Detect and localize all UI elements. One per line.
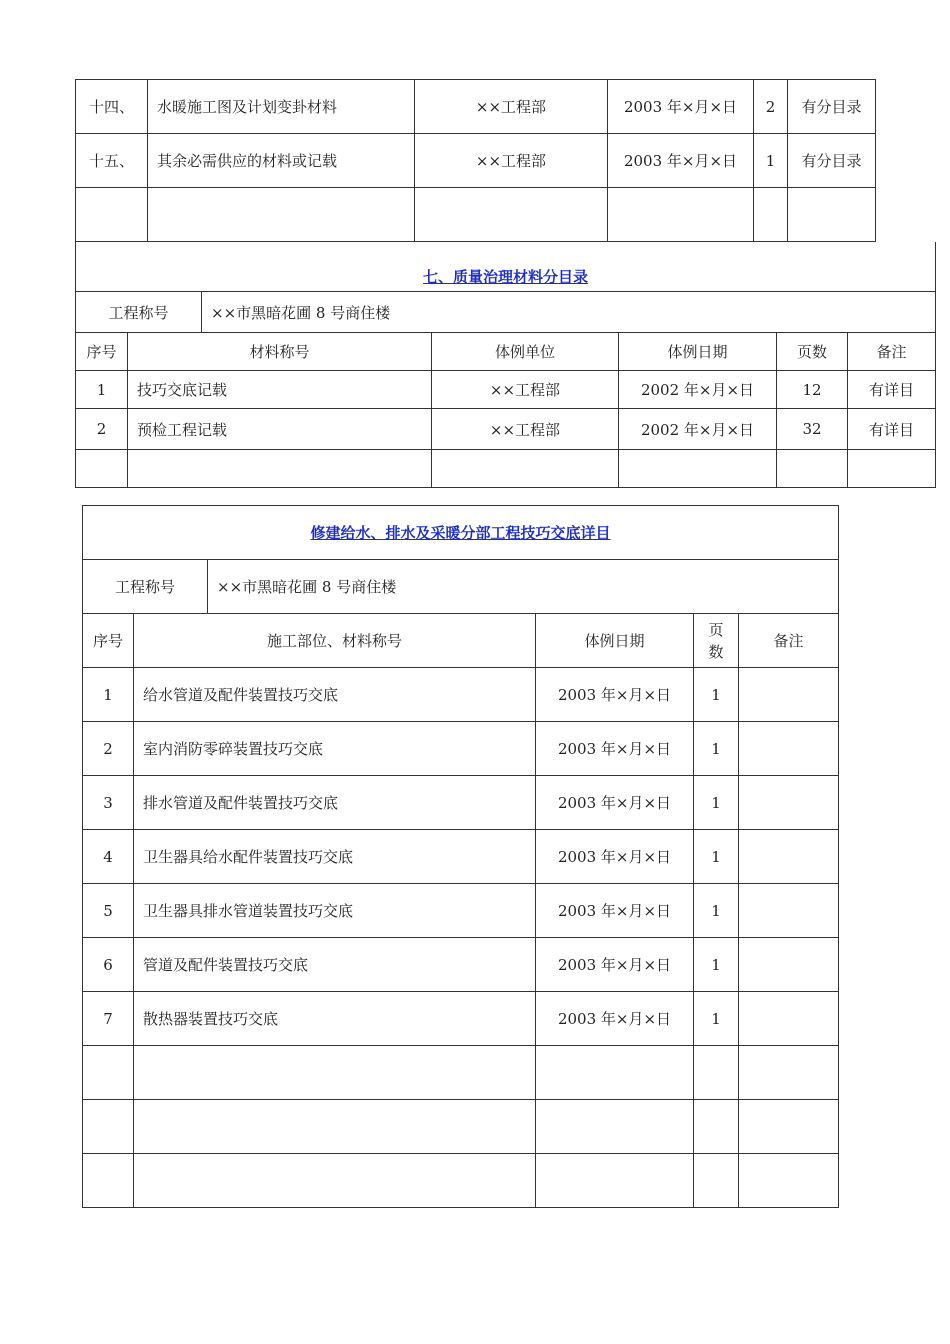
header-date: 体例日期 bbox=[619, 333, 777, 371]
compiling-date: 2003 年×月×日 bbox=[536, 830, 694, 884]
page-count: 32 bbox=[777, 409, 848, 450]
header-pages: 页 数 bbox=[694, 614, 739, 668]
compiling-unit: ××工程部 bbox=[415, 80, 608, 134]
remark bbox=[739, 722, 839, 776]
page-count: 12 bbox=[777, 371, 848, 409]
compiling-date: 2003 年×月×日 bbox=[608, 134, 754, 188]
table-row bbox=[83, 884, 839, 938]
material-name: 其余必需供应的材料或记载 bbox=[148, 134, 415, 188]
table-row bbox=[83, 938, 839, 992]
empty-row bbox=[83, 1154, 839, 1208]
section-title-link[interactable]: 七、质量治理材料分目录 bbox=[422, 268, 588, 286]
material-name: 水暖施工图及计划变卦材料 bbox=[148, 80, 415, 134]
remark bbox=[739, 992, 839, 1046]
page-count: 2 bbox=[754, 80, 788, 134]
page-count: 1 bbox=[694, 830, 739, 884]
page-count: 1 bbox=[694, 884, 739, 938]
table-row bbox=[76, 80, 876, 134]
row-number: 十四、 bbox=[76, 80, 148, 134]
table-row bbox=[76, 371, 936, 409]
material-name: 室内消防零碎装置技巧交底 bbox=[134, 722, 536, 776]
row-number: 4 bbox=[83, 830, 134, 884]
material-name: 卫生器具给水配件装置技巧交底 bbox=[134, 830, 536, 884]
compiling-unit: ××工程部 bbox=[432, 371, 619, 409]
header-pages: 页数 bbox=[777, 333, 848, 371]
table-title-row bbox=[76, 242, 936, 292]
project-row bbox=[83, 560, 839, 614]
project-row bbox=[76, 292, 936, 333]
table-row bbox=[83, 668, 839, 722]
table-row bbox=[83, 776, 839, 830]
material-name: 给水管道及配件装置技巧交底 bbox=[134, 668, 536, 722]
header-note: 备注 bbox=[739, 614, 839, 668]
project-value: ××市黑暗花圃 8 号商住楼 bbox=[202, 292, 936, 333]
page-count: 1 bbox=[754, 134, 788, 188]
header-no: 序号 bbox=[83, 614, 134, 668]
compiling-date: 2002 年×月×日 bbox=[619, 409, 777, 450]
compiling-date: 2003 年×月×日 bbox=[536, 722, 694, 776]
row-number: 6 bbox=[83, 938, 134, 992]
remark bbox=[739, 776, 839, 830]
table-row bbox=[83, 992, 839, 1046]
header-no: 序号 bbox=[76, 333, 128, 371]
page-count: 1 bbox=[694, 668, 739, 722]
remark: 有详目 bbox=[848, 371, 936, 409]
table-row bbox=[76, 134, 876, 188]
row-number: 2 bbox=[76, 409, 128, 450]
row-number: 5 bbox=[83, 884, 134, 938]
material-name: 卫生器具排水管道装置技巧交底 bbox=[134, 884, 536, 938]
header-unit: 体例单位 bbox=[432, 333, 619, 371]
row-number: 1 bbox=[83, 668, 134, 722]
section-title-link[interactable]: 修建给水、排水及采暖分部工程技巧交底详目 bbox=[310, 524, 611, 542]
header-note: 备注 bbox=[848, 333, 936, 371]
technical-disclosure-table bbox=[82, 505, 839, 1208]
compiling-date: 2003 年×月×日 bbox=[536, 776, 694, 830]
catalog-continuation-table bbox=[75, 79, 876, 242]
remark: 有分目录 bbox=[788, 80, 876, 134]
remark bbox=[739, 830, 839, 884]
remark: 有详目 bbox=[848, 409, 936, 450]
empty-row bbox=[83, 1046, 839, 1100]
header-name: 施工部位、材料称号 bbox=[134, 614, 536, 668]
compiling-date: 2002 年×月×日 bbox=[619, 371, 777, 409]
remark bbox=[739, 668, 839, 722]
table-row bbox=[83, 830, 839, 884]
compiling-date: 2003 年×月×日 bbox=[536, 668, 694, 722]
header-date: 体例日期 bbox=[536, 614, 694, 668]
material-name: 技巧交底记载 bbox=[128, 371, 432, 409]
row-number: 7 bbox=[83, 992, 134, 1046]
row-number: 十五、 bbox=[76, 134, 148, 188]
page-count: 1 bbox=[694, 992, 739, 1046]
project-label: 工程称号 bbox=[76, 292, 202, 333]
material-name: 排水管道及配件装置技巧交底 bbox=[134, 776, 536, 830]
compiling-date: 2003 年×月×日 bbox=[536, 884, 694, 938]
row-number: 1 bbox=[76, 371, 128, 409]
row-number: 3 bbox=[83, 776, 134, 830]
empty-row bbox=[83, 1100, 839, 1154]
compiling-date: 2003 年×月×日 bbox=[536, 938, 694, 992]
material-name: 管道及配件装置技巧交底 bbox=[134, 938, 536, 992]
header-name: 材料称号 bbox=[128, 333, 432, 371]
material-name: 散热器装置技巧交底 bbox=[134, 992, 536, 1046]
page-count: 1 bbox=[694, 776, 739, 830]
compiling-unit: ××工程部 bbox=[415, 134, 608, 188]
table-row bbox=[83, 722, 839, 776]
project-value: ××市黑暗花圃 8 号商住楼 bbox=[208, 560, 839, 614]
table-title-row bbox=[83, 506, 839, 560]
page-count: 1 bbox=[694, 722, 739, 776]
table-row bbox=[76, 409, 936, 450]
header-row bbox=[76, 333, 936, 371]
remark bbox=[739, 884, 839, 938]
material-name: 预检工程记载 bbox=[128, 409, 432, 450]
header-row bbox=[83, 614, 839, 668]
page-count: 1 bbox=[694, 938, 739, 992]
project-label: 工程称号 bbox=[83, 560, 208, 614]
remark: 有分目录 bbox=[788, 134, 876, 188]
empty-row bbox=[76, 188, 876, 242]
compiling-date: 2003 年×月×日 bbox=[608, 80, 754, 134]
row-number: 2 bbox=[83, 722, 134, 776]
remark bbox=[739, 938, 839, 992]
compiling-date: 2003 年×月×日 bbox=[536, 992, 694, 1046]
empty-row bbox=[76, 450, 936, 488]
quality-catalog-table bbox=[75, 242, 936, 488]
compiling-unit: ××工程部 bbox=[432, 409, 619, 450]
